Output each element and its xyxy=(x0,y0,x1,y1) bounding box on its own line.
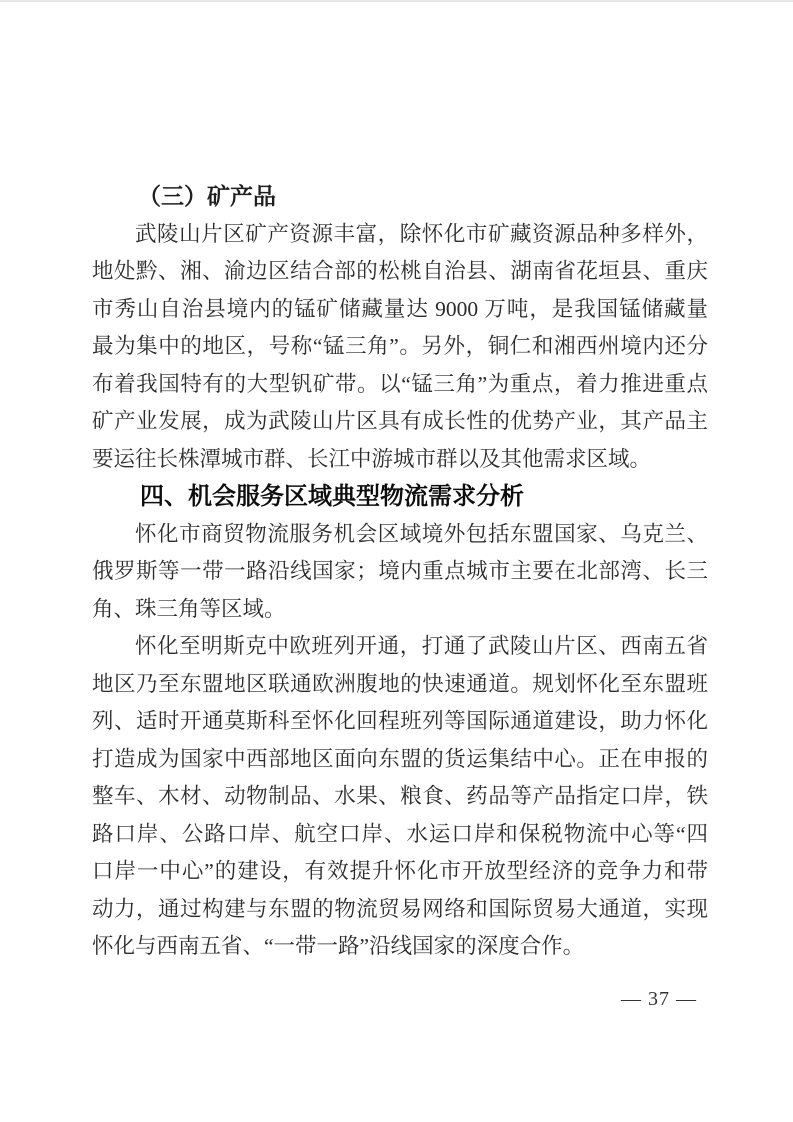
text-line: 列、适时开通莫斯科至怀化回程班列等国际通道建设，助力怀化 xyxy=(92,709,708,733)
text-line: 市秀山自治县境内的锰矿储藏量达 9000 万吨，是我国锰储藏量 xyxy=(92,296,708,321)
text-line: 怀化市商贸物流服务机会区域境外包括东盟国家、乌克兰、 xyxy=(135,521,708,546)
text-line: 最为集中的地区，号称“锰三角”。另外，铜仁和湘西州境内还分 xyxy=(92,334,708,358)
section-heading: 四、机会服务区域典型物流需求分析 xyxy=(140,483,524,510)
document-text-block xyxy=(92,178,708,966)
text-line: 口岸一中心”的建设，有效提升怀化市开放型经济的竞争力和带 xyxy=(92,859,708,883)
text-line: 要运往长株潭城市群、长江中游城市群以及其他需求区域。 xyxy=(92,446,652,471)
text-line: 俄罗斯等一带一路沿线国家；境内重点城市主要在北部湾、长三 xyxy=(92,559,708,583)
text-line: 路口岸、公路口岸、航空口岸、水运口岸和保税物流中心等“四 xyxy=(92,821,708,846)
section-heading: （三）矿产品 xyxy=(138,184,276,209)
text-line: 矿产业发展，成为武陵山片区具有成长性的优势产业，其产品主 xyxy=(92,409,708,433)
text-line: 整车、木材、动物制品、水果、粮食、药品等产品指定口岸，铁 xyxy=(92,784,708,808)
text-line: 地处黔、湘、渝边区结合部的松桃自治县、湖南省花垣县、重庆 xyxy=(92,259,708,283)
text-line: 怀化与西南五省、“一带一路”沿线国家的深度合作。 xyxy=(92,934,585,958)
text-line: 武陵山片区矿产资源丰富，除怀化市矿藏资源品种多样外， xyxy=(135,221,708,246)
text-line: 地区乃至东盟地区联通欧洲腹地的快速通道。规划怀化至东盟班 xyxy=(92,671,708,696)
text-line: 怀化至明斯克中欧班列开通，打通了武陵山片区、西南五省 xyxy=(135,634,708,658)
page-number: — 37 — xyxy=(621,988,697,1010)
page-top-edge-line xyxy=(0,0,793,2)
text-line: 角、珠三角等区域。 xyxy=(92,596,286,621)
text-line: 打造成为国家中西部地区面向东盟的货运集结中心。正在申报的 xyxy=(92,746,708,771)
text-line: 动力，通过构建与东盟的物流贸易网络和国际贸易大通道，实现 xyxy=(92,896,708,921)
text-line: 布着我国特有的大型钒矿带。以“锰三角”为重点，着力推进重点 xyxy=(92,371,708,396)
